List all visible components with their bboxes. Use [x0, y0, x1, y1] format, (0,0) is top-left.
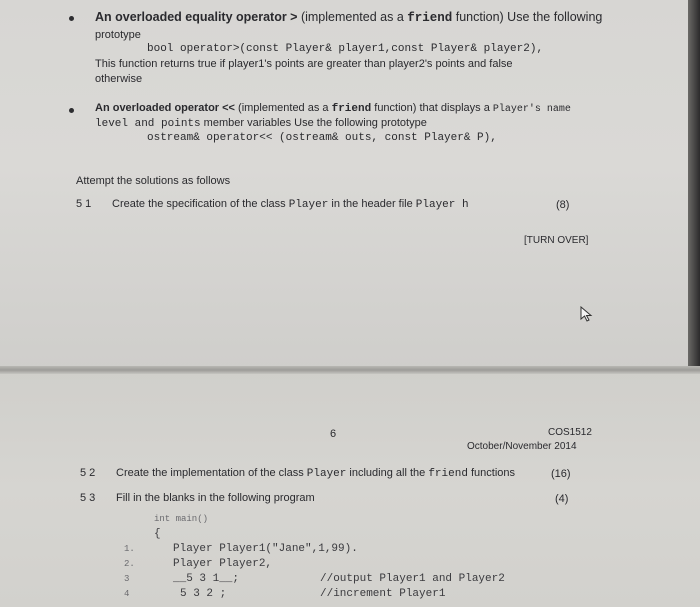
- q52-text-b: including all the: [346, 467, 429, 479]
- bullet1-code: friend: [407, 11, 453, 25]
- bullet1-text-end: function) Use the following: [452, 10, 603, 24]
- bullet2-line1: [95, 102, 571, 115]
- q51-marks: (8): [556, 199, 570, 211]
- q52-number: 5 2: [80, 467, 96, 479]
- bullet2-title: An overloaded operator <<: [95, 102, 235, 114]
- program-line-comment: //increment Player1: [320, 588, 446, 600]
- page-number: 6: [330, 428, 337, 440]
- q52-code1: Player: [306, 468, 347, 480]
- blank-5-3-2: 5 3 2 ;: [180, 588, 227, 600]
- bullet2-line2: [95, 117, 427, 130]
- q51-text-b: in the header file: [328, 198, 416, 210]
- course-code: COS1512: [548, 427, 592, 438]
- q53-text: Fill in the blanks in the following program: [116, 492, 315, 504]
- bullet2-text: (implemented as a: [234, 102, 332, 114]
- bullet1-prototype: bool operator>(const Player& player1,const Player& player2),: [147, 43, 544, 55]
- q52-text: [116, 467, 515, 480]
- q52-text-c: functions: [467, 467, 516, 479]
- turn-over-label: [TURN OVER]: [524, 235, 589, 246]
- bullet2-line2-text: member variables Use the following prototype: [200, 117, 427, 129]
- blank-5-3-1: __5 3 1__;: [173, 573, 240, 585]
- program-line-number: 1.: [124, 544, 135, 554]
- bullet1-line1: [95, 10, 602, 25]
- bullet1-title: An overloaded equality operator >: [95, 10, 298, 24]
- program-open-brace: {: [154, 528, 161, 540]
- q53-marks: (4): [555, 493, 569, 505]
- q51-text-a: Create the specification of the class: [112, 198, 289, 210]
- q53-number: 5 3: [80, 492, 96, 504]
- bullet2-code2: Player's name: [492, 104, 571, 115]
- bullet2-line2-code: level and points: [95, 118, 201, 130]
- exam-page-lower: [0, 370, 700, 607]
- page-seam: [0, 366, 700, 374]
- attempt-instruction: Attempt the solutions as follows: [76, 175, 231, 187]
- bullet1-desc1: This function returns true if player1's points are greater than player2's points and false: [95, 58, 513, 70]
- bullet1-text: (implemented as a: [297, 10, 408, 24]
- program-line-number: 2.: [124, 559, 135, 569]
- q52-text-a: Create the implementation of the class: [116, 467, 307, 479]
- q52-code2: friend: [428, 468, 468, 480]
- program-main-signature: int main(): [154, 514, 209, 524]
- q51-code2: Player h: [415, 199, 469, 211]
- mouse-cursor-icon: [580, 306, 594, 322]
- program-line-code: Player Player2,: [173, 558, 273, 570]
- q52-marks: (16): [551, 468, 571, 480]
- bullet1-desc2: otherwise: [95, 73, 143, 85]
- exam-date: October/November 2014: [467, 441, 577, 452]
- bullet2-code: friend: [331, 103, 372, 115]
- bullet2-prototype: ostream& operator<< (ostream& outs, const Player& P),: [147, 132, 497, 144]
- q51-number: 5 1: [76, 198, 92, 210]
- bullet-dot: [69, 16, 74, 21]
- q51-code1: Player: [288, 199, 329, 211]
- program-line-number: 3: [124, 574, 130, 584]
- bullet1-line2: prototype: [95, 29, 141, 41]
- bullet2-text-mid: function) that displays a: [371, 102, 493, 114]
- program-line-code: Player Player1("Jane",1,99).: [173, 543, 358, 555]
- bullet-dot: [69, 108, 74, 113]
- q51-text: [112, 198, 469, 211]
- program-line-number: 4: [124, 589, 130, 599]
- page-edge-shadow: [688, 0, 700, 370]
- program-line-comment: //output Player1 and Player2: [320, 573, 505, 585]
